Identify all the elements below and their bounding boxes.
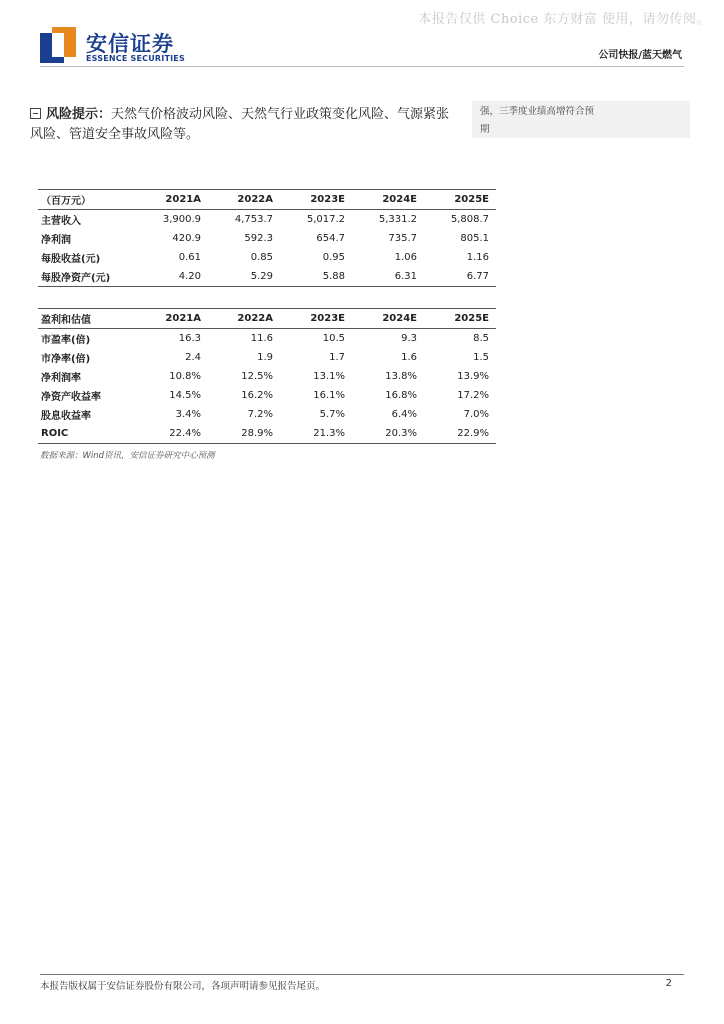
table-cell: 1.9 — [257, 352, 273, 363]
table-cell: 5,017.2 — [306, 214, 345, 225]
footer-divider — [40, 974, 684, 975]
table-row — [38, 367, 496, 386]
table-row — [38, 405, 496, 424]
table-cell: 市净率(倍) — [41, 354, 91, 365]
table-cell: 16.1% — [313, 390, 345, 401]
table-cell: 1.06 — [394, 252, 417, 263]
table-cell: 13.8% — [385, 371, 417, 382]
table-cell: 每股收益(元) — [41, 254, 101, 265]
valuation-table — [38, 308, 496, 444]
table-row — [38, 267, 496, 287]
table-header-cell: 2022A — [208, 309, 280, 329]
header-divider — [40, 66, 684, 67]
table-cell: 6.77 — [424, 267, 496, 287]
table-cell: 805.1 — [460, 233, 489, 244]
data-source-note: 数据来源：Wind资讯，安信证券研究中心预测 — [40, 451, 215, 461]
table-cell: 0.95 — [322, 252, 345, 263]
table-cell: 11.6 — [250, 333, 273, 344]
risk-text: 天然气价格波动风险、天然气行业政策变化风险、气源紧张风险、管道安全事故风险等。 — [30, 107, 450, 142]
table-cell: 净利润 — [41, 235, 71, 246]
table-cell: 1.16 — [466, 252, 489, 263]
brand-name-en: ESSENCE SECURITIES — [86, 54, 185, 63]
table-row — [38, 386, 496, 405]
table-cell: 4,753.7 — [234, 214, 273, 225]
table-cell: 20.3% — [352, 424, 424, 444]
table-cell: 28.9% — [208, 424, 280, 444]
page-number: 2 — [665, 978, 672, 989]
bullet-icon — [30, 108, 41, 119]
table-cell: 21.3% — [280, 424, 352, 444]
table-cell: 14.5% — [169, 390, 201, 401]
table-cell: 17.2% — [457, 390, 489, 401]
table-cell: 3.4% — [175, 409, 201, 420]
table-cell: 9.3 — [401, 333, 417, 344]
table-row — [38, 210, 496, 230]
table-cell: 4.20 — [136, 267, 208, 287]
table-cell: 1.5 — [473, 352, 489, 363]
table-row — [38, 348, 496, 367]
footer-disclaimer: 本报告版权属于安信证券股份有限公司，各项声明请参见报告尾页。 — [40, 981, 326, 992]
sidebar-summary — [472, 101, 690, 138]
table-header-cell: 2021A — [136, 309, 208, 329]
table-cell: 16.3 — [178, 333, 201, 344]
table-cell: ROIC — [38, 424, 136, 444]
table-cell: 3,900.9 — [162, 214, 201, 225]
table-cell: 5.7% — [319, 409, 345, 420]
table-cell: 净资产收益率 — [41, 392, 101, 403]
financial-summary-table — [38, 189, 496, 287]
table-cell: 股息收益率 — [41, 411, 91, 422]
table-row — [38, 229, 496, 248]
table-cell: 16.2% — [241, 390, 273, 401]
table-header-cell: 2024E — [352, 190, 424, 210]
table-header-cell: 2024E — [352, 309, 424, 329]
table-header-row — [38, 309, 496, 329]
table-header-cell: 2022A — [208, 190, 280, 210]
brand-name-cn: 安信证券 — [86, 32, 174, 56]
table-cell: 592.3 — [244, 233, 273, 244]
table-header-cell: （百万元） — [38, 190, 136, 210]
table-header-cell: 2021A — [136, 190, 208, 210]
table-cell: 735.7 — [388, 233, 417, 244]
table-cell: 13.9% — [457, 371, 489, 382]
table-cell: 5.88 — [280, 267, 352, 287]
table-cell: 6.31 — [352, 267, 424, 287]
table-cell: 5,808.7 — [450, 214, 489, 225]
table-header-cell: 2023E — [280, 309, 352, 329]
table-cell: 0.61 — [178, 252, 201, 263]
table-cell: 1.6 — [401, 352, 417, 363]
table-cell: 1.7 — [329, 352, 345, 363]
table-header-cell: 盈利和估值 — [38, 309, 136, 329]
table-header-cell: 2025E — [424, 309, 496, 329]
sidebar-line: 期 — [480, 124, 490, 135]
table-cell: 12.5% — [241, 371, 273, 382]
table-cell: 13.1% — [313, 371, 345, 382]
table-cell: 7.0% — [463, 409, 489, 420]
table-cell: 22.9% — [424, 424, 496, 444]
table-cell: 10.5 — [322, 333, 345, 344]
risk-label: 风险提示： — [46, 107, 112, 122]
table-cell: 7.2% — [247, 409, 273, 420]
table-cell: 5.29 — [208, 267, 280, 287]
table-cell: 每股净资产(元) — [38, 267, 136, 287]
table-header-cell: 2023E — [280, 190, 352, 210]
table-header-cell: 2025E — [424, 190, 496, 210]
table-cell: 420.9 — [172, 233, 201, 244]
risk-warning — [30, 105, 455, 145]
brand-logo — [40, 27, 220, 67]
table-cell: 6.4% — [391, 409, 417, 420]
table-cell: 市盈率(倍) — [41, 335, 91, 346]
sidebar-line: 强，三季度业绩高增符合预 — [480, 106, 595, 117]
table-cell: 主营收入 — [41, 216, 81, 227]
table-cell: 10.8% — [169, 371, 201, 382]
table-row — [38, 424, 496, 444]
report-category: 公司快报/蓝天燃气 — [598, 50, 682, 61]
table-cell: 8.5 — [473, 333, 489, 344]
table-row — [38, 248, 496, 267]
table-cell: 16.8% — [385, 390, 417, 401]
table-row — [38, 329, 496, 349]
table-cell: 净利润率 — [41, 373, 81, 384]
table-header-row — [38, 190, 496, 210]
table-cell: 654.7 — [316, 233, 345, 244]
table-cell: 2.4 — [185, 352, 201, 363]
table-cell: 5,331.2 — [378, 214, 417, 225]
brand-logo-icon — [40, 27, 76, 63]
table-cell: 22.4% — [136, 424, 208, 444]
watermark-text: 本报告仅供 Choice 东方财富 使用，请勿传阅。 — [418, 12, 710, 27]
table-cell: 0.85 — [250, 252, 273, 263]
